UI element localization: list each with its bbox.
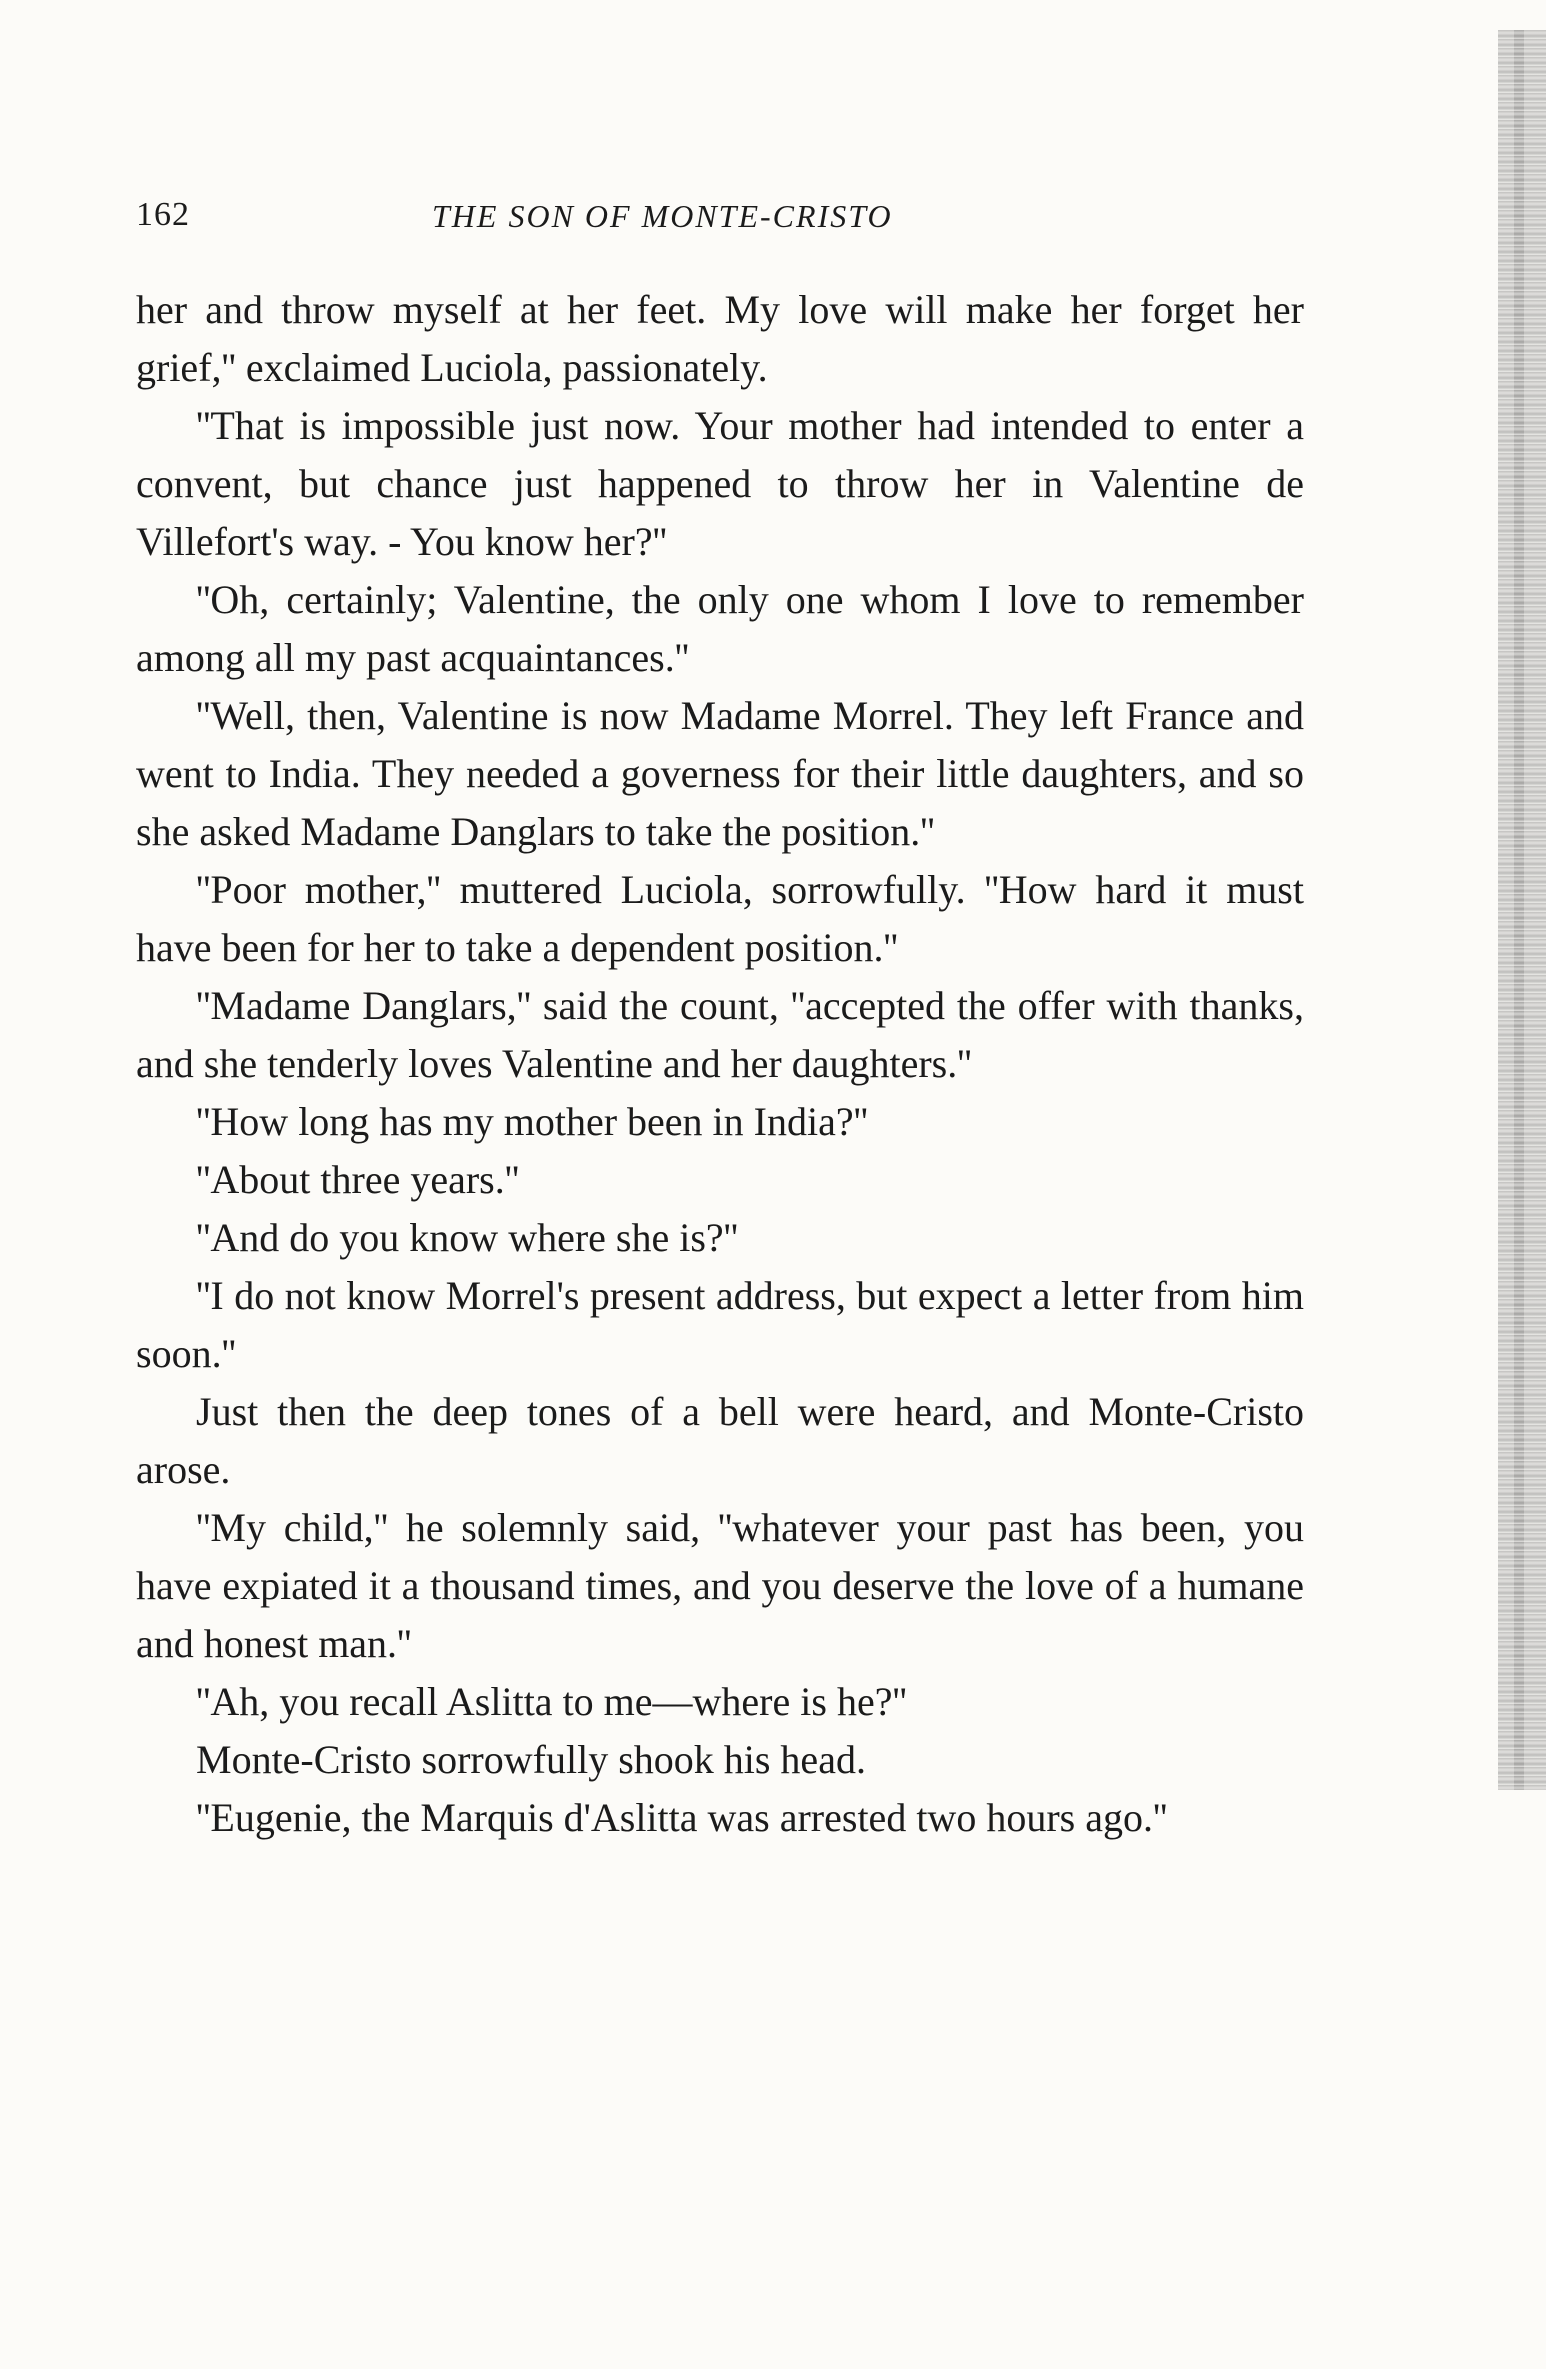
paragraph: ''Ah, you recall Aslitta to me—where is he?''	[196, 1679, 907, 1724]
paragraph: ''Poor mother,'' muttered Luciola, sorrowfully. ''How hard it must have been for her to take a dependent position.''	[136, 867, 1304, 970]
page-edge-shadow-inner	[1514, 30, 1524, 1790]
page-number: 162	[136, 196, 190, 233]
paragraph: ''Oh, certainly; Valentine, the only one whom I love to remember among all my past acquaintances.''	[136, 577, 1304, 680]
book-title: THE SON OF MONTE-CRISTO	[432, 198, 893, 234]
paragraph: her and throw myself at her feet. My love will make her forget her grief,'' exclaimed Luciola, passionately.	[136, 287, 1304, 390]
paragraph: Just then the deep tones of a bell were heard, and Monte-Cristo arose.	[136, 1389, 1304, 1492]
paragraph: ''My child,'' he solemnly said, ''whatever your past has been, you have expiated it a thousand times, and you deserve the love of a humane and honest man.''	[136, 1505, 1304, 1666]
body-text	[136, 281, 1304, 1847]
paragraph: ''About three years.''	[196, 1157, 520, 1202]
paragraph: ''How long has my mother been in India?''	[196, 1099, 869, 1144]
paragraph: Monte-Cristo sorrowfully shook his head.	[196, 1737, 866, 1782]
paragraph: ''Madame Danglars,'' said the count, ''accepted the offer with thanks, and she tenderly loves Valentine and her daughters.''	[136, 983, 1304, 1086]
paragraph: ''That is impossible just now. Your mother had intended to enter a convent, but chance just happened to throw her in Valentine de Villefort's way. - You know her?''	[136, 403, 1304, 564]
running-head	[136, 196, 1306, 256]
paragraph: ''And do you know where she is?''	[196, 1215, 739, 1260]
paragraph: ''Eugenie, the Marquis d'Aslitta was arrested two hours ago.''	[196, 1795, 1168, 1840]
paragraph: ''I do not know Morrel's present address, but expect a letter from him soon.''	[136, 1273, 1304, 1376]
paragraph: ''Well, then, Valentine is now Madame Morrel. They left France and went to India. They needed a governess for their little daughters, and so she asked Madame Danglars to take the position.''	[136, 693, 1304, 854]
